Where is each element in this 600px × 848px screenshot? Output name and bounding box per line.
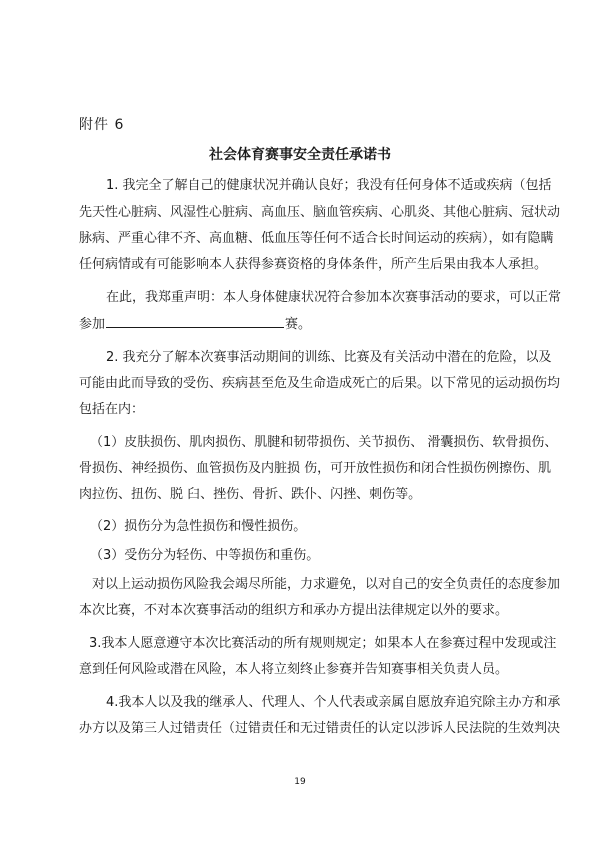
fill-in-blank-line <box>106 314 284 328</box>
paragraph-3-line-3: 包括在内： <box>79 402 145 417</box>
paragraph-1-line-4: 任何病情或有可能影响本人获得参赛资格的身体条件，所产生后果由我本人承担。 <box>79 257 548 272</box>
paragraph-8-line-2: 意到任何风险或潜在风险，本人将立刻终止参赛并告知赛事相关负责人员。 <box>79 662 509 677</box>
paragraph-8-line-1: 3.我本人愿意遵守本次比赛活动的所有规则规定；如果本人在参赛过程中发现或注 <box>89 636 557 651</box>
paragraph-7-line-1: 对以上运动损伤风险我会竭尽所能，力求避免，以对自己的安全负责任的态度参加 <box>92 577 561 592</box>
paragraph-2-line-1: 在此，我郑重声明：本人身体健康状况符合参加本次赛事活动的要求，可以正常 <box>106 290 562 305</box>
page-number: 19 <box>294 777 306 787</box>
paragraph-4-line-2: 骨损伤、神经损伤、血管损伤及内脏损 伤，可开放性损伤和闭合性损伤例擦伤、肌 <box>79 461 552 476</box>
paragraph-2-line-2 <box>79 314 311 334</box>
paragraph-1-line-1: 1. 我完全了解自己的健康状况并确认良好；我没有任何身体不适或疾病（包括 <box>106 178 552 193</box>
paragraph-3-line-2: 可能由此而导致的受伤、疾病甚至危及生命造成死亡的后果。以下常见的运动损伤均 <box>79 376 561 391</box>
paragraph-2-suffix: 赛。 <box>285 317 312 332</box>
document-title: 社会体育赛事安全责任承诺书 <box>209 147 391 163</box>
paragraph-5-line-1: （2）损伤分为急性损伤和慢性损伤。 <box>90 519 307 534</box>
paragraph-9-line-1: 4.我本人以及我的继承人、代理人、个人代表或亲属自愿放弃追究除主办方和承 <box>106 695 561 710</box>
paragraph-9-line-2: 办方以及第三人过错责任（过错责任和无过错责任的认定以涉诉人民法院的生效判决 <box>79 721 561 736</box>
paragraph-7-line-2: 本次比赛，不对本次赛事活动的组织方和承办方提出法律规定以外的要求。 <box>79 603 509 618</box>
paragraph-2-prefix: 参加 <box>79 317 106 332</box>
paragraph-1-line-3: 脉病、严重心律不齐、高血糖、低血压等任何不适合长时间运动的疾病），如有隐瞒 <box>79 231 554 246</box>
paragraph-4-line-3: 肉拉伤、扭伤、脱 臼、挫伤、骨折、跌仆、闪挫、刺伤等。 <box>79 487 422 502</box>
paragraph-1-line-2: 先天性心脏病、风湿性心脏病、高血压、脑血管疾病、心肌炎、其他心脏病、冠状动 <box>79 205 561 220</box>
paragraph-3-line-1: 2. 我充分了解本次赛事活动期间的训练、比赛及有关活动中潜在的危险，以及 <box>106 350 552 365</box>
attachment-label: 附件 6 <box>79 117 125 133</box>
paragraph-6-line-1: （3）受伤分为轻伤、中等损伤和重伤。 <box>90 548 320 563</box>
paragraph-4-line-1: （1）皮肤损伤、肌肉损伤、肌腱和韧带损伤、关节损伤、 滑囊损伤、软骨损伤、 <box>90 435 558 450</box>
